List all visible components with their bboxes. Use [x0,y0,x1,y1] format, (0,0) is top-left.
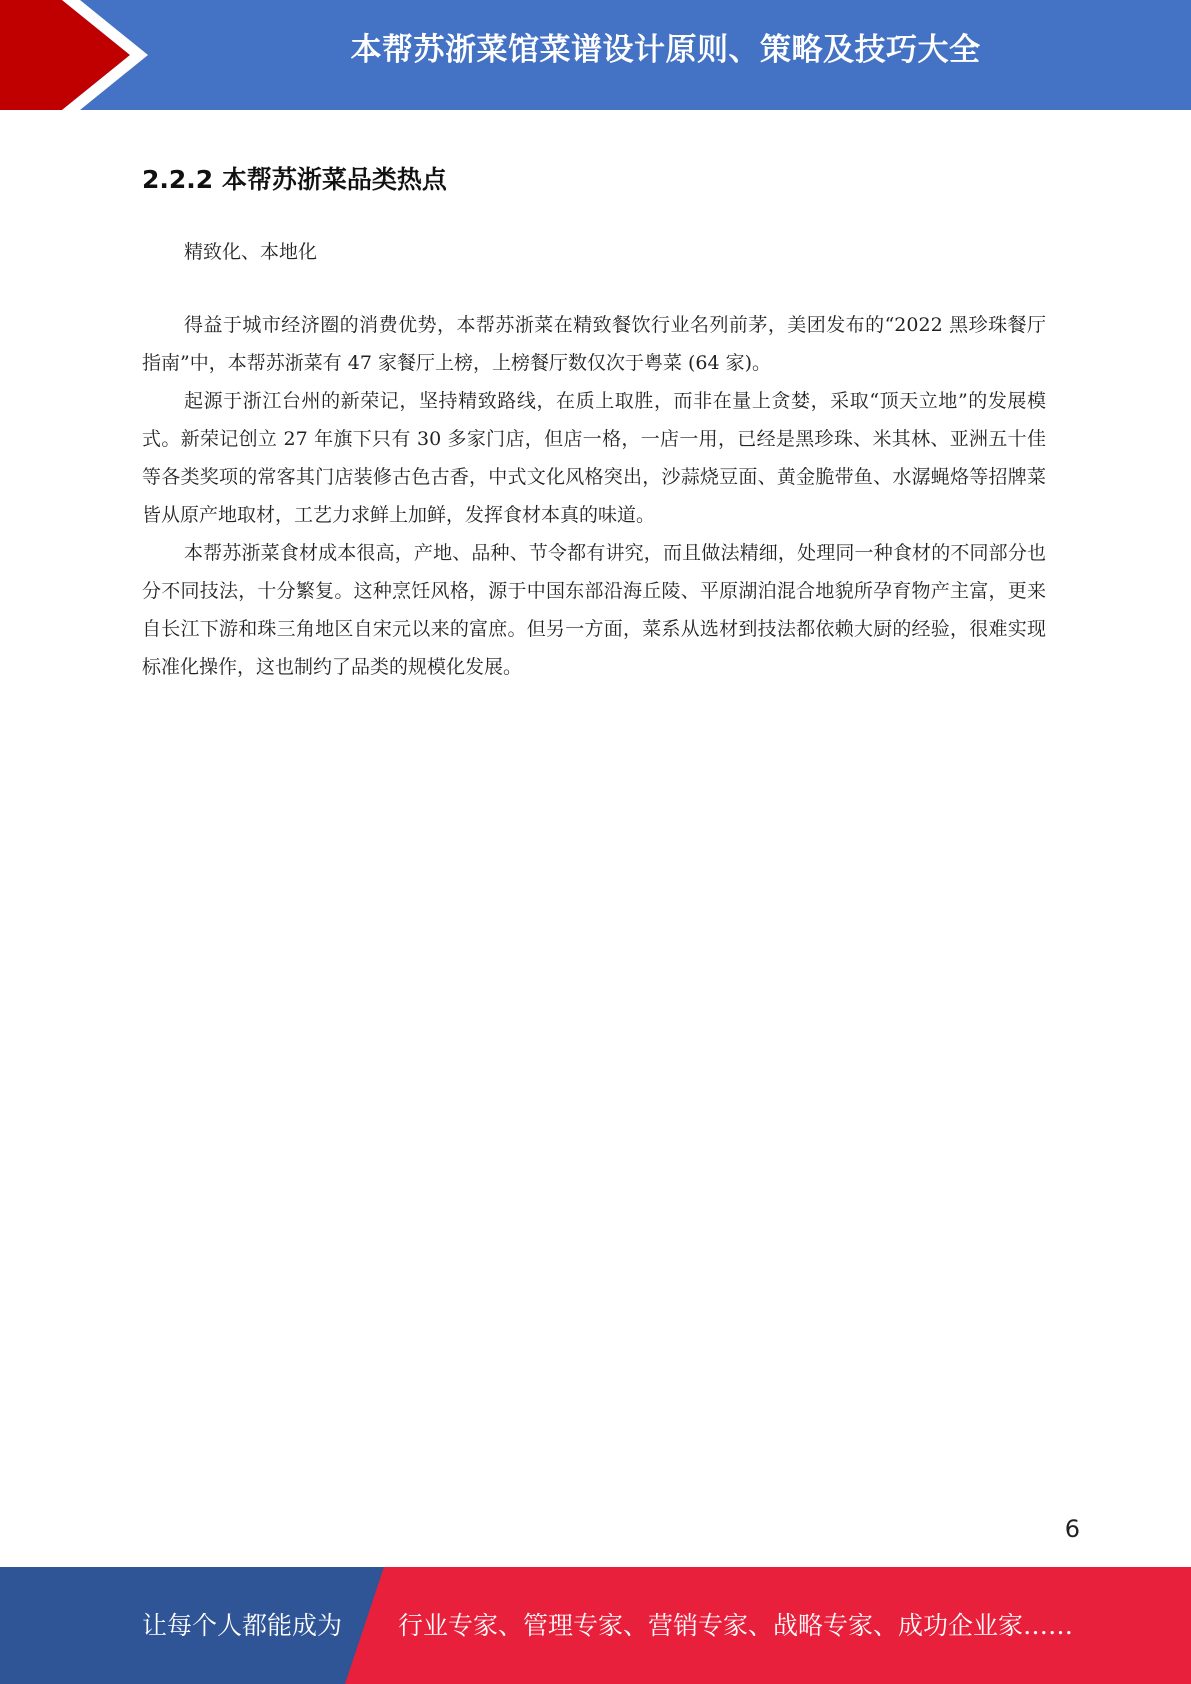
footer-slogan-right: 行业专家、管理专家、营销专家、战略专家、成功企业家…… [398,1611,1074,1640]
footer-slogan-left: 让每个人都能成为 [142,1611,343,1640]
body-paragraph: 起源于浙江台州的新荣记，坚持精致路线，在质上取胜，而非在量上贪婪，采取“顶天立地”的发展模式。新荣记创立 27 年旗下只有 30 多家门店，但店一格，一店一用，已经是黑珍珠、米其林、亚洲五十佳等各类奖项的常客其门店装修古色古香，中式文化风格突出，沙蒜烧豆面、黄金脆带鱼、水潺蝇烙等招牌菜皆从原产地取材，工艺力求鲜上加鲜，发挥食材本真的味道。 [142,390,1046,526]
body-paragraph: 得益于城市经济圈的消费优势，本帮苏浙菜在精致餐饮行业名列前茅，美团发布的“2022 黑珍珠餐厅指南”中，本帮苏浙菜有 47 家餐厅上榜，上榜餐厅数仅次于粤菜 (64 家)。 [142,314,1046,374]
section-subheading: 精致化、本地化 [184,241,318,263]
chevron-arrow-icon [0,0,160,110]
section-heading: 2.2.2 本帮苏浙菜品类热点 [142,165,447,194]
footer-banner [0,1567,1191,1684]
document-title: 本帮苏浙菜馆菜谱设计原则、策略及技巧大全 [350,32,981,68]
body-paragraph: 本帮苏浙菜食材成本很高，产地、品种、节令都有讲究，而且做法精细，处理同一种食材的不同部分也分不同技法，十分繁复。这种烹饪风格，源于中国东部沿海丘陵、平原湖泊混合地貌所孕育物产主富，更来自长江下游和珠三角地区自宋元以来的富庶。但另一方面，菜系从选材到技法都依赖大厨的经验，很难实现标准化操作，这也制约了品类的规模化发展。 [142,542,1046,678]
page-number: 6 [1064,1515,1080,1543]
header-banner [0,0,1191,110]
main-content [142,160,1046,686]
